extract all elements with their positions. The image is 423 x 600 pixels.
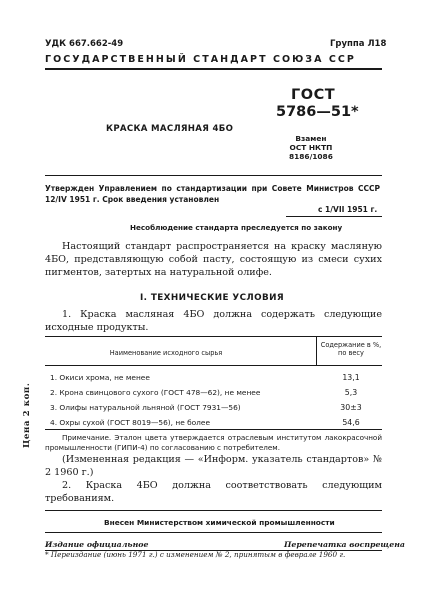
udc-code: УДК 667.662-49 bbox=[45, 39, 124, 49]
replaces-line-1: Взамен bbox=[295, 134, 327, 143]
replaces-line-2: ОСТ НКТП bbox=[289, 143, 333, 152]
table-header-rule bbox=[45, 365, 382, 366]
document-title: КРАСКА МАСЛЯНАЯ 4БО bbox=[106, 124, 234, 134]
footnote: * Переиздание (июнь 1971 г.) с изменением № 2, принятым в феврале 1960 г. bbox=[45, 550, 346, 559]
table-top-rule bbox=[45, 336, 382, 337]
submitted-by: Внесен Министерством химической промышленности bbox=[104, 518, 335, 527]
note-paragraph: Примечание. Эталон цвета утверждается отраслевым институтом лакокрасочной промышленности (ГИПИ-4) по согласованию с потребителем. bbox=[45, 433, 382, 452]
title-rule bbox=[45, 175, 382, 176]
effective-date: с 1/VII 1951 г. bbox=[318, 205, 378, 214]
table-row-value: 13,1 bbox=[342, 373, 360, 382]
date-rule bbox=[286, 216, 382, 217]
table-header-name: Наименование исходного сырья bbox=[109, 349, 223, 357]
replaces-line-3: 8186/1086 bbox=[289, 152, 333, 161]
intro-paragraph: Настоящий стандарт распространяется на краску масляную 4БО, представляющую собой пасту, состоящую из смеси сухих пигментов, затертых на натуральной олифе. bbox=[45, 241, 382, 278]
header-rule bbox=[45, 68, 382, 70]
gost-number: 5786—51* bbox=[276, 104, 359, 120]
clause-1: 1. Краска масляная 4БО должна содержать следующие исходные продукты. bbox=[45, 309, 382, 333]
table-column-divider bbox=[316, 336, 317, 365]
group-code: Группа Л18 bbox=[330, 39, 387, 49]
footer-rule-top bbox=[45, 510, 382, 511]
table-row-value: 54,6 bbox=[342, 418, 360, 427]
table-row-label: 4. Охры сухой (ГОСТ 8019—56), не более bbox=[50, 418, 210, 427]
table-row-value: 5,3 bbox=[344, 388, 358, 397]
price-label: Цена 2 коп. bbox=[22, 382, 32, 448]
replaces-block bbox=[289, 134, 333, 161]
clause-2: 2. Краска 4БО должна соответствовать следующим требованиям. bbox=[45, 480, 382, 504]
approval-statement: Утвержден Управлением по стандартизации при Совете Министров СССР 12/IV 1951 г. Срок введения установлен bbox=[45, 184, 380, 204]
table-row-value: 30±3 bbox=[340, 403, 362, 412]
reprint-prohibited-label: Перепечатка воспрещена bbox=[284, 540, 405, 549]
table-bottom-rule bbox=[45, 429, 382, 430]
gost-label: ГОСТ bbox=[291, 87, 336, 103]
official-edition-label: Издание официальное bbox=[45, 540, 149, 549]
table-row-label: 1. Окиси хрома, не менее bbox=[50, 373, 150, 382]
amendment-paragraph: (Измененная редакция — «Информ. указатель стандартов» № 2 1960 г.) bbox=[45, 454, 382, 478]
state-standard-heading: ГОСУДАРСТВЕННЫЙ СТАНДАРТ СОЮЗА ССР bbox=[45, 54, 356, 65]
noncompliance-notice: Несоблюдение стандарта преследуется по закону bbox=[130, 223, 343, 232]
section-title: I. ТЕХНИЧЕСКИЕ УСЛОВИЯ bbox=[140, 293, 285, 303]
table-row-label: 2. Крона свинцового сухого (ГОСТ 478—62), не менее bbox=[50, 388, 261, 397]
table-row-label: 3. Олифы натуральной льняной (ГОСТ 7931—56) bbox=[50, 403, 241, 412]
footer-rule-bottom bbox=[45, 532, 382, 533]
table-header-value: Содержание в %, по весу bbox=[320, 341, 382, 357]
